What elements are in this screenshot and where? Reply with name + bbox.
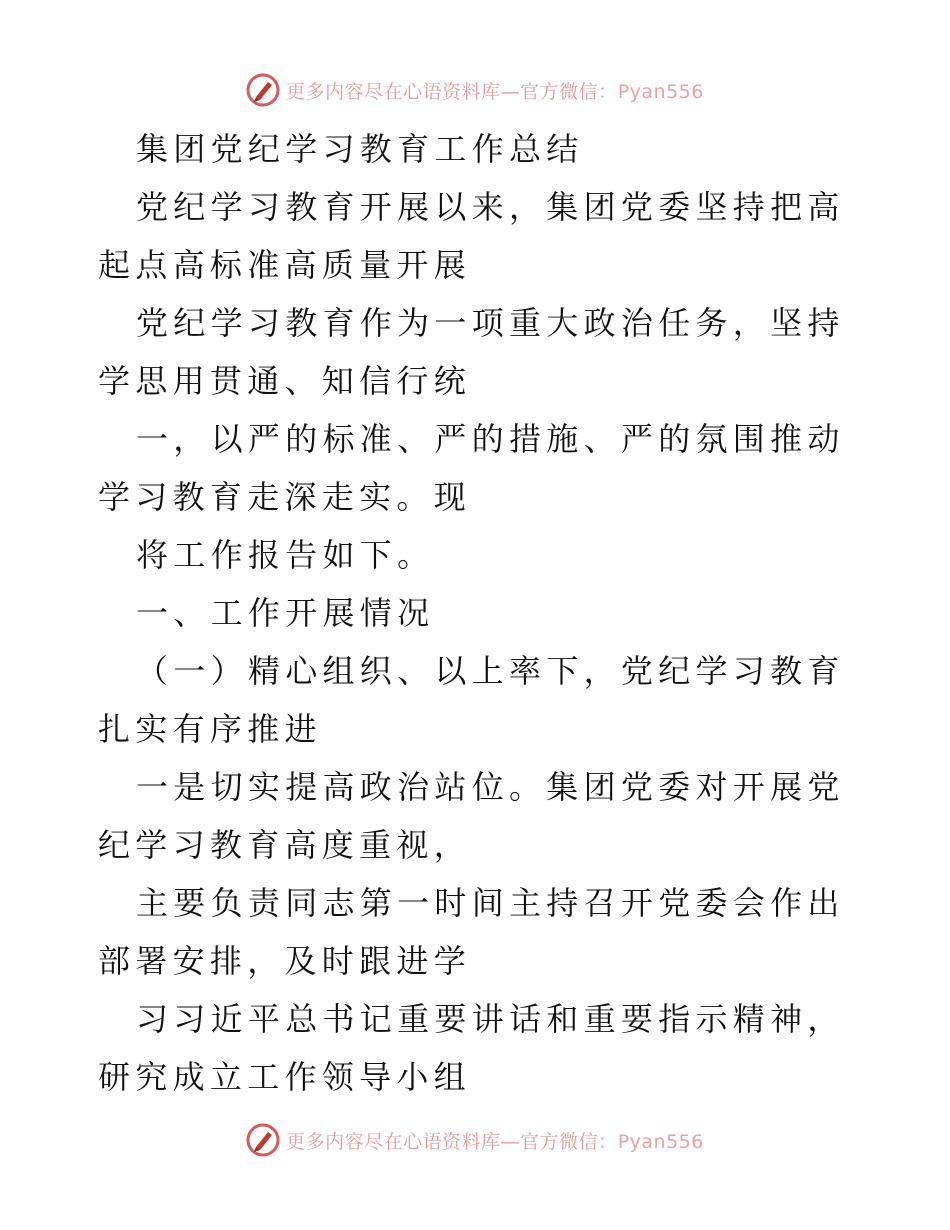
watermark-label: 官方微信： [520,80,618,103]
watermark-slogan: 更多内容尽在心语资料库 [286,80,501,103]
subsection-heading: （一）精心组织、以上率下，党纪学习教育扎实有序推进 [98,652,845,748]
watermark-banner-top [0,72,950,108]
paragraph: 党纪学习教育开展以来，集团党委坚持把高起点高标准高质量开展 [98,188,845,284]
paragraph: 一，以严的标准、严的措施、严的氛围推动学习教育走深走实。现 [98,420,845,516]
watermark-banner-bottom [0,1122,950,1158]
watermark-text [286,1127,704,1154]
watermark-label: 官方微信： [520,1130,618,1153]
paragraph: 党纪学习教育作为一项重大政治任务，坚持学思用贯通、知信行统 [98,304,845,400]
watermark-separator: — [500,80,521,103]
paragraph: 一是切实提高政治站位。集团党委对开展党纪学习教育高度重视， [98,768,845,864]
watermark-slogan: 更多内容尽在心语资料库 [286,1130,501,1153]
watermark-account: Pyan556 [617,80,704,103]
watermark-separator: — [500,1130,521,1153]
pen-logo-icon [246,1123,280,1157]
paragraph: 习习近平总书记重要讲话和重要指示精神，研究成立工作领导小组 [98,1000,845,1096]
section-heading: 一、工作开展情况 [136,594,435,632]
document-body [98,120,852,1106]
paragraph: 将工作报告如下。 [136,536,435,574]
document-title: 集团党纪学习教育工作总结 [136,130,584,168]
watermark-account: Pyan556 [617,1130,704,1153]
paragraph: 主要负责同志第一时间主持召开党委会作出部署安排，及时跟进学 [98,884,845,980]
watermark-text [286,77,704,104]
pen-logo-icon [246,73,280,107]
